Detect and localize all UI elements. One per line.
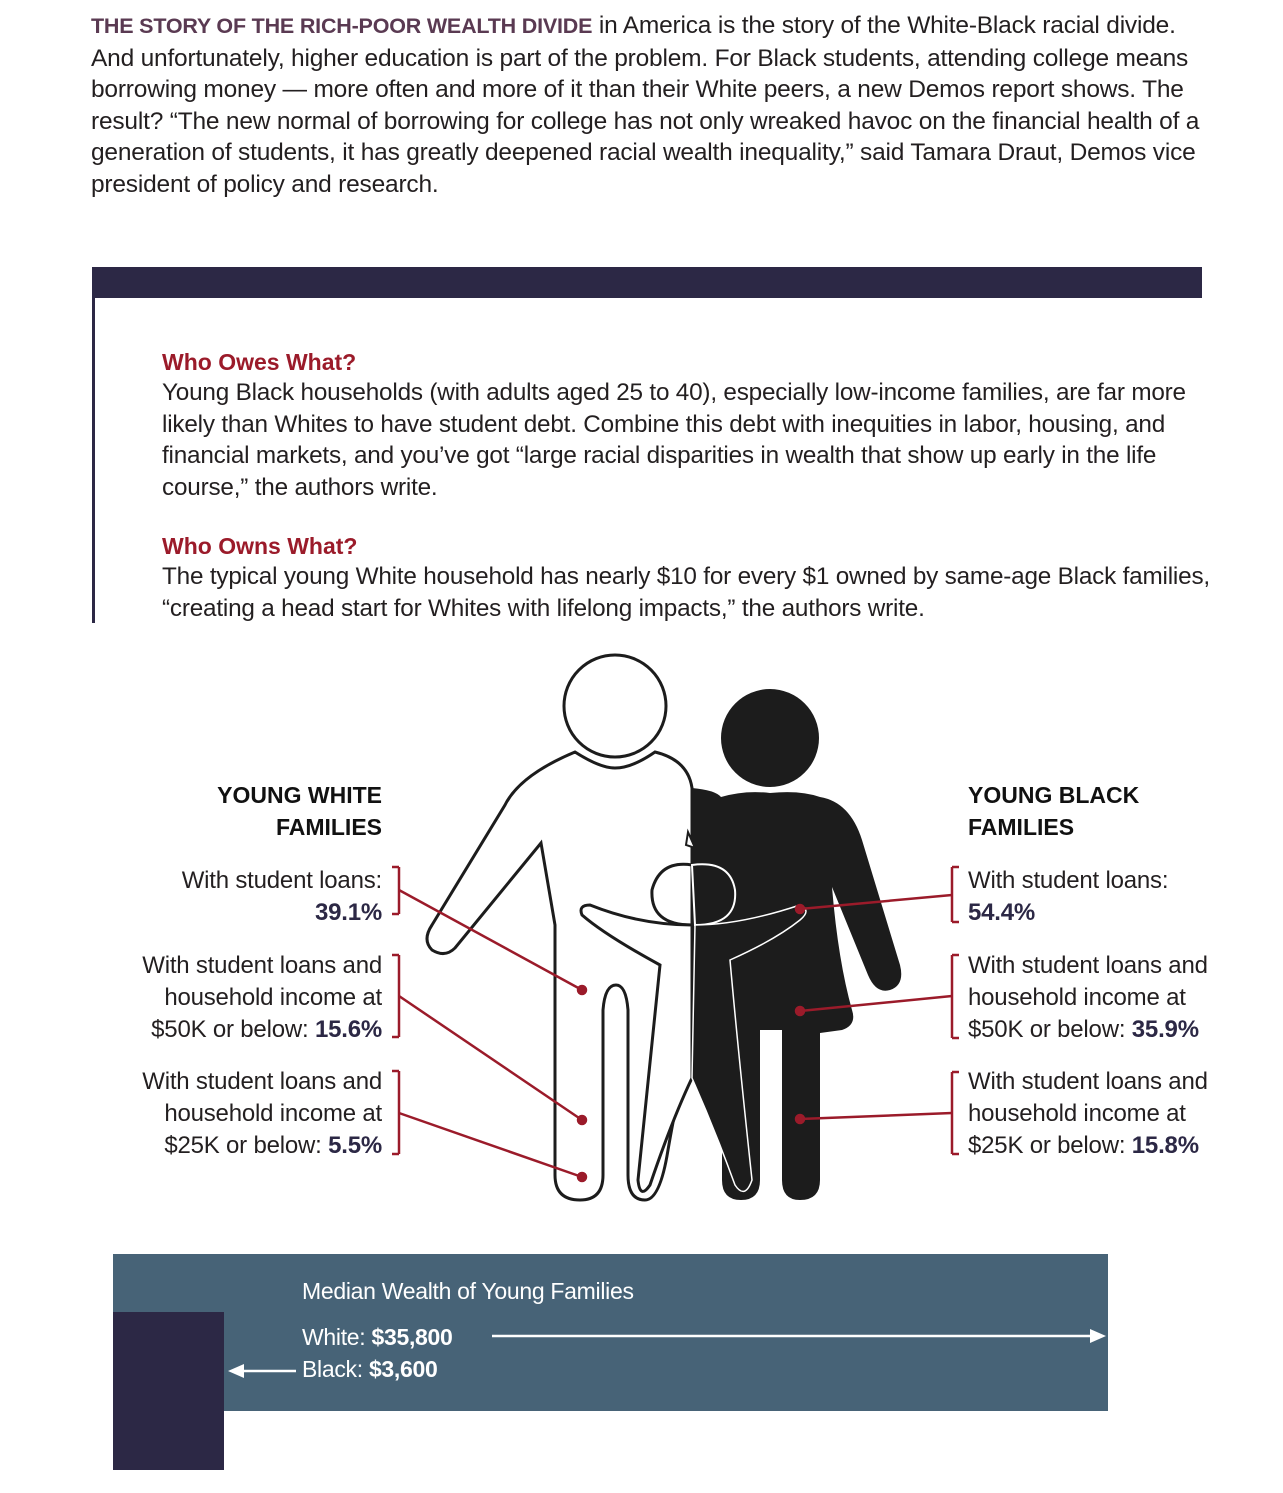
stat-value: 15.8% bbox=[1131, 1132, 1199, 1159]
black-stat-50k bbox=[968, 950, 1268, 1046]
black-families-title bbox=[968, 780, 1228, 843]
white-families-title bbox=[122, 780, 382, 843]
black-wealth-row bbox=[302, 1353, 438, 1385]
stat-label: household income at bbox=[968, 984, 1186, 1011]
intro-text: in America is the story of the White-Black racial divide. And unfortunately, higher education is part of the problem. For Black students, attending college means borrowing money — more often and more of it than their White peers, a new Demos report shows. The result? “The new normal of borrowing for college has not only wreaked havoc on the financial health of a generation of students, it has greatly deepened racial wealth inequality,” said Tamara Draut, Demos vice president of policy and research. bbox=[91, 12, 1200, 198]
white-wealth-row bbox=[302, 1321, 453, 1353]
white-leader-lines bbox=[392, 867, 586, 1181]
black-stat-loans bbox=[968, 865, 1268, 929]
white-stat-25k bbox=[82, 1066, 382, 1162]
title-line: FAMILIES bbox=[275, 813, 382, 840]
stat-label: household income at bbox=[968, 1100, 1186, 1127]
stat-value: 35.9% bbox=[1131, 1016, 1199, 1043]
wealth-label: Black: bbox=[302, 1356, 369, 1382]
section-heading: Who Owns What? bbox=[162, 533, 358, 559]
stat-value: 39.1% bbox=[314, 899, 382, 926]
black-adult-figure-icon bbox=[692, 689, 901, 1200]
median-wealth-title: Median Wealth of Young Families bbox=[302, 1278, 634, 1304]
stat-label: With student loans: bbox=[181, 867, 382, 894]
stat-value: 5.5% bbox=[328, 1132, 382, 1159]
intro-paragraph bbox=[91, 10, 1221, 200]
title-line: YOUNG WHITE bbox=[217, 782, 382, 808]
stat-value: 15.6% bbox=[314, 1016, 382, 1043]
child-figure-icon bbox=[581, 832, 806, 1191]
stat-label: With student loans and bbox=[142, 952, 382, 979]
black-wealth-bar bbox=[113, 1312, 224, 1470]
sidebar-box-left-rule bbox=[92, 267, 95, 623]
stat-label: With student loans and bbox=[142, 1068, 382, 1095]
wealth-value: $3,600 bbox=[368, 1356, 438, 1382]
section-who-owes bbox=[162, 347, 1212, 503]
wealth-value: $35,800 bbox=[371, 1324, 453, 1350]
stat-value: 54.4% bbox=[968, 899, 1036, 926]
title-line: YOUNG BLACK bbox=[968, 782, 1140, 808]
stat-label: household income at bbox=[164, 1100, 382, 1127]
white-adult-figure-icon bbox=[427, 655, 692, 1200]
stat-label: With student loans and bbox=[968, 1068, 1208, 1095]
title-line: FAMILIES bbox=[968, 813, 1075, 840]
stat-label: household income at bbox=[164, 984, 382, 1011]
black-leader-lines bbox=[796, 867, 959, 1154]
intro-lead: THE STORY OF THE RICH-POOR WEALTH DIVIDE bbox=[91, 14, 593, 38]
section-body: Young Black households (with adults aged 25 to 40), especially low-income families, are far more likely than Whites to have student debt. Combine this debt with inequities in labor, housing, and financial markets, and you’ve got “large racial disparities in wealth that show up early in the life course,” the authors write. bbox=[162, 379, 1186, 501]
white-stat-loans bbox=[82, 865, 382, 929]
stat-prefix: $25K or below: bbox=[968, 1132, 1132, 1159]
section-body: The typical young White household has nearly $10 for every $1 owned by same-age Black families, “creating a head start for Whites with lifelong impacts,” the authors write. bbox=[162, 563, 1210, 622]
white-stat-50k bbox=[82, 950, 382, 1046]
section-who-owns bbox=[162, 531, 1212, 624]
section-heading: Who Owes What? bbox=[162, 349, 357, 375]
stat-prefix: $50K or below: bbox=[151, 1016, 315, 1043]
stat-label: With student loans: bbox=[968, 867, 1169, 894]
sidebar-box-top-bar bbox=[92, 267, 1202, 298]
wealth-label: White: bbox=[302, 1324, 372, 1350]
stat-prefix: $25K or below: bbox=[164, 1132, 329, 1159]
black-stat-25k bbox=[968, 1066, 1268, 1162]
stat-label: With student loans and bbox=[968, 952, 1208, 979]
stat-prefix: $50K or below: bbox=[968, 1016, 1132, 1043]
